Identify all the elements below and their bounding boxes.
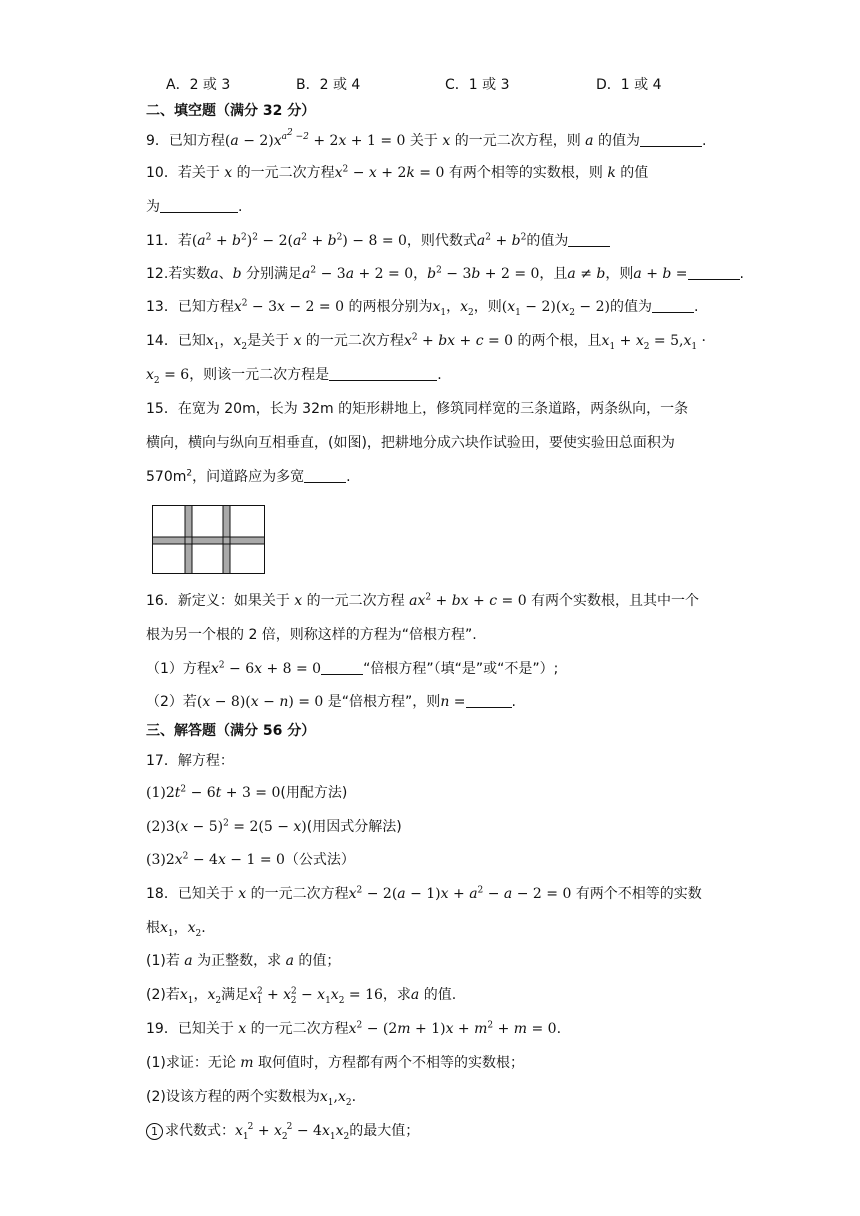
question-14: 14．已知$x_1$，$x_2$是关于 x 的一元二次方程$x^2$ + bx + c = 0 的两个根，且$x_1 + x_2 = 5,x_1$ · <box>146 332 707 352</box>
question-18-line1: 18．已知关于 x 的一元二次方程$x^2 - 2(a - 1)x + a^2 - a - 2 = 0$ 有两个不相等的实数 <box>146 885 702 902</box>
option-a: A．2 或 3 <box>166 77 231 93</box>
question-17-part1: $(1)2t^2 - 6t + 3 = 0$(用配方法) <box>146 784 348 801</box>
question-10: 10．若关于 x 的一元二次方程$x^2 - x + 2k = 0$ 有两个相等的实数根，则 k 的值 <box>146 164 649 181</box>
circled-number: 1 <box>146 1123 163 1140</box>
question-18-part1: (1)若 a 为正整数，求 a 的值； <box>146 953 341 969</box>
option-c: C．1 或 3 <box>445 77 510 93</box>
question-13: 13．已知方程$x^2 - 3x - 2 = 0$ 的两根分别为$x_1$，$x_2$，则$(x_1 - 2)(x_2 - 2)$的值为 . <box>146 298 699 318</box>
question-19-part1: (1)求证：无论 m 取何值时，方程都有两个不相等的实数根； <box>146 1055 525 1071</box>
question-16-part2: （2）若(x − 8)(x − n) = 0 是“倍根方程”，则n = . <box>146 694 516 710</box>
question-17-part3: $(3)2x^2 - 4x - 1 = 0$（公式法） <box>146 851 355 868</box>
question-18-line2: 根$x_1$，$x_2$. <box>146 920 206 939</box>
question-11: 11．若$(a^2 + b^2)^2 - 2(a^2 + b^2) - 8 = 0$，则代数式$a^2 + b^2$的值为 <box>146 231 610 251</box>
question-16-line1: 16．新定义：如果关于 x 的一元二次方程 $ax^2$ + bx + c = 0 有两个实数根，且其中一个 <box>146 592 700 609</box>
question-12: 12.若实数a、b 分别满足$a^2 - 3a + 2 = 0$，$b^2 - 3b + 2 = 0$，且a ≠ b，则a + b = . <box>146 265 744 282</box>
section-heading-solve: 三、解答题（满分 56 分） <box>146 723 316 739</box>
question-9: 9．已知方程$(a - 2)x^{a^2 -2} + 2x + 1 = 0$ 关于 x 的一元二次方程，则 a 的值为 . <box>146 128 707 149</box>
question-14-cont: $x_2 = 6$，则该一元二次方程是 . <box>146 367 442 386</box>
option-b: B．2 或 4 <box>296 77 361 93</box>
question-16-line2: 根为另一个根的 2 倍，则称这样的方程为“倍根方程”. <box>146 627 477 643</box>
question-19-subpart1: 1 求代数式：$x_1^2 + x_2^2 - 4x_1x_2$的最大值； <box>146 1121 419 1141</box>
question-17-part2: $(2)3(x - 5)^2 = 2(5 - x)$(用因式分解法) <box>146 818 402 835</box>
question-19-part2: (2)设该方程的两个实数根为$x_1,x_2$. <box>146 1089 357 1108</box>
section-heading-fill-in: 二、填空题（满分 32 分） <box>146 103 316 119</box>
question-16-part1: （1）方程$x^2 - 6x + 8 = 0$ “倍根方程”（填“是”或“不是”）; <box>146 660 559 677</box>
question-15-line3: $570m^2$，问道路应为多宽 . <box>146 468 351 485</box>
question-18-part2: (2)若$x_1$，$x_2$满足$x^2_1 + x^2_2 - x_1x_2 = 16$，求a 的值. <box>146 986 457 1006</box>
question-15-line2: 横向，横向与纵向互相垂直，(如图)，把耕地分成六块作试验田，要使实验田总面积为 <box>146 435 675 451</box>
field-road-diagram <box>152 505 266 575</box>
question-10-cont: 为 . <box>146 199 243 215</box>
question-19-line1: 19．已知关于 x 的一元二次方程$x^2 - (2m + 1)x + m^2 + m = 0$. <box>146 1020 562 1037</box>
option-d: D．1 或 4 <box>596 77 662 93</box>
question-15-line1: 15．在宽为 20m，长为 32m 的矩形耕地上，修筑同样宽的三条道路，两条纵向，一条 <box>146 401 689 417</box>
question-17: 17．解方程： <box>146 753 234 769</box>
